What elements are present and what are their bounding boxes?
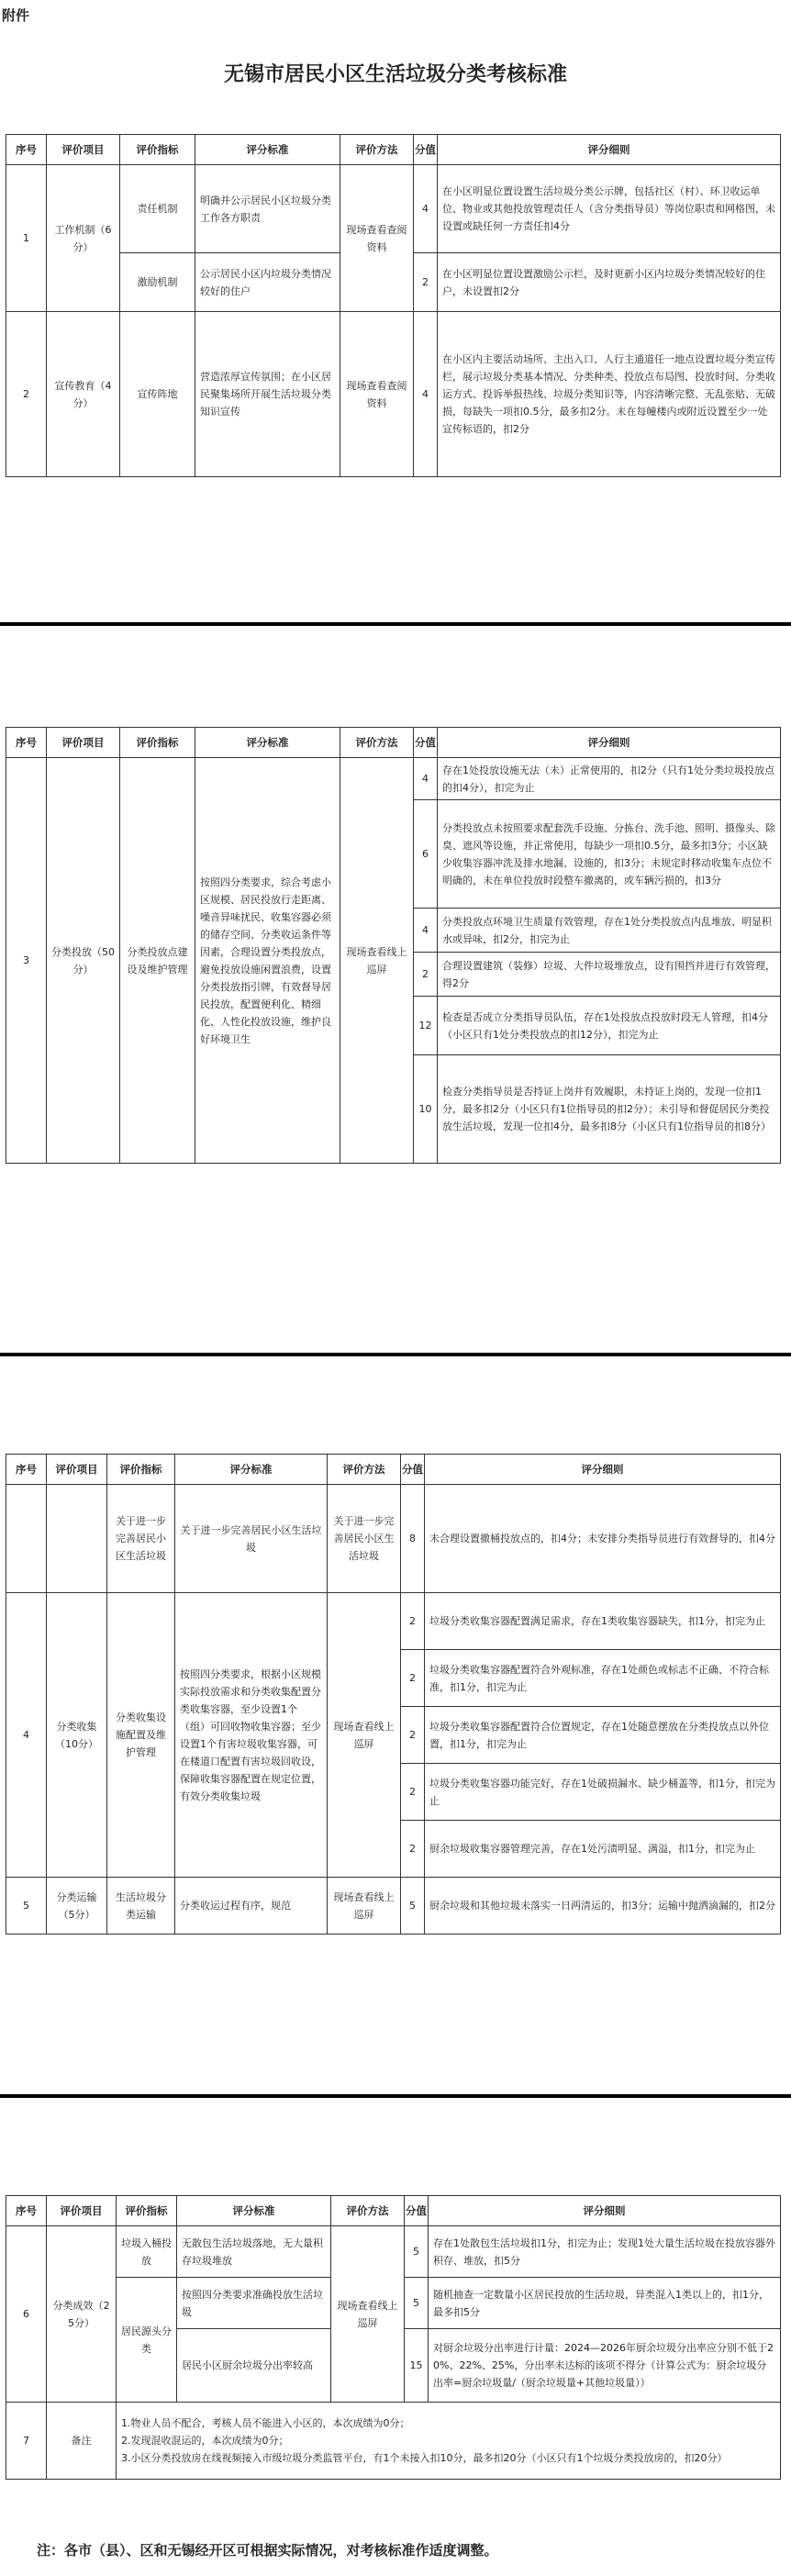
row-standard: 明确并公示居民小区垃圾分类工作各方职责 [195, 165, 340, 253]
header-item: 评价项目 [47, 728, 120, 758]
row-item: 工作机制（6分） [47, 165, 120, 312]
footer-note: 注：各市（县）、区和无锡经开区可根据实际情况，对考核标准作适度调整。 [37, 2542, 498, 2559]
header-no: 序号 [6, 1455, 47, 1485]
row-no: 3 [6, 758, 47, 1164]
row-method: 现场查看线上巡屏 [340, 758, 414, 1164]
row-indicator: 宣传阵地 [120, 312, 195, 477]
header-standard: 评分标准 [175, 1455, 328, 1485]
table-section-4 [6, 2195, 781, 2480]
row-score: 2 [401, 1707, 425, 1764]
table-header-row [6, 2196, 781, 2226]
row-item: 分类收集（10分） [47, 1593, 107, 1878]
row-score: 10 [414, 1055, 438, 1164]
header-method: 评价方法 [340, 728, 414, 758]
row-detail: 垃圾分类收集容器配置符合外观标准，存在1处颜色或标志不正确、不符合标准，扣1分，扣完为止 [425, 1650, 781, 1707]
row-method: 现场查看查阅资料 [340, 312, 414, 477]
row-score: 5 [401, 1878, 425, 1935]
header-indicator: 评价指标 [120, 135, 195, 165]
row-detail: 检查是否成立分类指导员队伍，存在1处投放点投放时段无人管理，扣4分（小区只有1处分类投放点的扣12分），扣完为止 [438, 997, 781, 1055]
header-standard: 评分标准 [195, 728, 340, 758]
row-method: 现场查看线上巡屏 [328, 1878, 401, 1935]
page-divider [0, 1353, 791, 1356]
header-no: 序号 [6, 2196, 47, 2226]
row-indicator: 垃圾入桶投放 [117, 2226, 177, 2278]
row-standard: 公示居民小区内垃圾分类情况较好的住户 [195, 253, 340, 312]
row-detail: 分类投放点环境卫生质量有效管理，存在1处分类投放点内乱堆放、明显积水或异味，扣2分，扣完为止 [438, 909, 781, 953]
row-standard: 分类收运过程有序，规范 [175, 1878, 328, 1935]
table-row [6, 2226, 781, 2278]
row-standard: 按照四分类要求准确投放生活垃圾 [177, 2278, 331, 2329]
page-divider [0, 2094, 791, 2098]
header-detail: 评分细则 [438, 135, 781, 165]
row-no: 7 [6, 2403, 47, 2480]
table-header-row [6, 1455, 781, 1485]
table-section-3 [6, 1454, 781, 1935]
row-standard: 按照四分类要求，根据小区规模实际投放需求和分类收集配置分类收集容器，至少设置1个（组）可回收物收集容器；至少设置1个有害垃圾收集容器，可在楼道口配置有害垃圾回收设，保障收集容器配置在规定位置，有效分类收集垃圾 [175, 1593, 328, 1878]
row-item: 宣传教育（4分） [47, 312, 120, 477]
table-row [6, 1593, 781, 1650]
row-score: 15 [405, 2329, 429, 2403]
row-score: 5 [405, 2226, 429, 2278]
row-standard: 营造浓厚宣传氛围；在小区居民聚集场所开展生活垃圾分类知识宣传 [195, 312, 340, 477]
row-item: 分类投放（50分） [47, 758, 120, 1164]
row-score: 6 [414, 800, 438, 909]
row-detail: 随机抽查一定数量小区居民投放的生活垃圾，异类混入1类以上的，扣1分，最多扣5分 [429, 2278, 781, 2329]
header-no: 序号 [6, 135, 47, 165]
row-detail: 存在1处散包生活垃圾扣1分，扣完为止；发现1处大量生活垃圾在投放容器外积存、堆放，扣5分 [429, 2226, 781, 2278]
header-indicator: 评价指标 [107, 1455, 175, 1485]
header-method: 评价方法 [340, 135, 414, 165]
row-standard: 关于进一步完善居民小区生活垃圾 [175, 1485, 328, 1593]
row-score: 4 [414, 758, 438, 800]
row-detail: 垃圾分类收集容器配置满足需求，存在1类收集容器缺失，扣1分，扣完为止 [425, 1593, 781, 1650]
row-detail: 在小区明显位置设置激励公示栏，及时更新小区内垃圾分类情况较好的住户，未设置扣2分 [438, 253, 781, 312]
row-method: 现场查看线上巡屏 [331, 2226, 405, 2403]
row-score: 2 [401, 1764, 425, 1821]
table-row [6, 2403, 781, 2480]
row-score: 2 [414, 253, 438, 312]
row-no: 5 [6, 1878, 47, 1935]
row-detail: 厨余垃圾收集容器管理完善，存在1处污渍明显、满溢，扣1分，扣完为止 [425, 1821, 781, 1878]
row-no: 2 [6, 312, 47, 477]
row-detail: 垃圾分类收集容器配置符合位置规定，存在1处随意摆放在分类投放点以外位置，扣1分，扣完为止 [425, 1707, 781, 1764]
table-section-1 [6, 134, 781, 477]
row-score: 4 [414, 909, 438, 953]
header-item: 评价项目 [47, 2196, 117, 2226]
row-indicator: 关于进一步完善居民小区生活垃圾 [107, 1485, 175, 1593]
attachment-label: 附件 [2, 7, 30, 24]
row-indicator: 生活垃圾分类运输 [107, 1878, 175, 1935]
remarks-text: 1.物业人员不配合，考核人员不能进入小区的，本次成绩为0分； 2.发现混收混运的，本次成绩为0分； 3.小区分类投放房在线视频接入市级垃圾分类监管平台，有1个未接入扣10分，最多扣20分（小区只有1个垃圾分类投放房的，扣20分） [117, 2403, 781, 2480]
table-row [6, 1878, 781, 1935]
row-detail: 在小区内主要活动场所、主出入口、人行主通道任一地点设置垃圾分类宣传栏，展示垃圾分类基本情况、分类种类、投放点布局图、投放时间、分类收运方式、投诉举报热线、垃圾分类知识等，内容清晰完整、无乱张贴、无破损，每缺失一项扣0.5分，最多扣2分。未在每幢楼内或附近设置至少一处宣传标语的，扣2分 [438, 312, 781, 477]
table-row [6, 758, 781, 800]
row-standard: 无散包生活垃圾落地，无大量积存垃圾堆放 [177, 2226, 331, 2278]
row-score: 2 [401, 1821, 425, 1878]
table-header-row [6, 728, 781, 758]
row-standard: 按照四分类要求，综合考虑小区规模、居民投放行走距离、噪音异味扰民、收集容器必须的储存空间、分类收运条件等因素，合理设置分类投放点，避免投放设施闲置浪费，设置分类投放指引牌，有效督导居民投放，配置便利化、精细化、人性化投放设施，维护良好环境卫生 [195, 758, 340, 1164]
header-no: 序号 [6, 728, 47, 758]
row-score: 8 [401, 1485, 425, 1593]
header-indicator: 评价指标 [117, 2196, 177, 2226]
row-item: 分类运输（5分） [47, 1878, 107, 1935]
row-standard: 居民小区厨余垃圾分出率较高 [177, 2329, 331, 2403]
page-title: 无锡市居民小区生活垃圾分类考核标准 [223, 62, 567, 86]
row-detail: 未合理设置撤桶投放点的，扣4分；未安排分类指导员进行有效督导的，扣4分 [425, 1485, 781, 1593]
header-item: 评价项目 [47, 1455, 107, 1485]
header-item: 评价项目 [47, 135, 120, 165]
row-detail: 检查分类指导员是否持证上岗并有效履职，未持证上岗的，发现一位扣1分，最多扣2分（小区只有1位指导员的扣2分）；未引导和督促居民分类投放生活垃圾，发现一位扣4分，最多扣8分（小区只有1位指导员的扣8分） [438, 1055, 781, 1164]
page-divider [0, 622, 791, 626]
header-score: 分值 [401, 1455, 425, 1485]
row-detail: 存在1处投放设施无法（未）正常使用的，扣2分（只有1处分类垃圾投放点的扣4分），扣完为止 [438, 758, 781, 800]
table-header-row [6, 135, 781, 165]
header-detail: 评分细则 [438, 728, 781, 758]
header-score: 分值 [414, 135, 438, 165]
row-method: 现场查看线上巡屏 [328, 1593, 401, 1878]
row-detail: 合理设置建筑（装修）垃圾、大件垃圾堆放点，设有围挡并进行有效管理，得2分 [438, 953, 781, 997]
row-item: 备注 [47, 2403, 117, 2480]
row-score: 12 [414, 997, 438, 1055]
table-row [6, 1485, 781, 1593]
row-indicator: 激励机制 [120, 253, 195, 312]
row-detail: 分类投放点未按照要求配套洗手设施、分拣台、洗手池、照明、摄像头、除臭、遮风等设施，并正常使用，每缺少一项扣0.5分，最多扣3分；小区缺少收集容器冲洗及排水地漏、设施的，扣3分；未规定时移动收集车点位不明确的，未在单位投放时段整车撤离的，或车辆污损的，扣3分 [438, 800, 781, 909]
row-indicator: 责任机制 [120, 165, 195, 253]
row-detail: 在小区明显位置设置生活垃圾分类公示牌，包括社区（村）、环卫收运单位、物业或其他投放管理责任人（含分类指导员）等岗位职责和网格图，未设置或缺任何一方责任扣4分 [438, 165, 781, 253]
row-score: 4 [414, 165, 438, 253]
header-method: 评价方法 [331, 2196, 405, 2226]
row-no: 6 [6, 2226, 47, 2403]
row-score: 2 [401, 1593, 425, 1650]
table-section-2 [6, 727, 781, 1164]
table-row [6, 312, 781, 477]
row-item: 分类成效（25分） [47, 2226, 117, 2403]
row-detail: 厨余垃圾和其他垃圾未落实一日两清运的，扣3分；运输中抛洒滴漏的，扣2分 [425, 1878, 781, 1935]
row-score: 4 [414, 312, 438, 477]
row-score: 2 [414, 953, 438, 997]
row-no: 1 [6, 165, 47, 312]
row-score: 5 [405, 2278, 429, 2329]
row-indicator: 分类收集设施配置及维护管理 [107, 1593, 175, 1878]
row-score: 2 [401, 1650, 425, 1707]
row-no: 4 [6, 1593, 47, 1878]
header-standard: 评分标准 [195, 135, 340, 165]
header-method: 评价方法 [328, 1455, 401, 1485]
header-score: 分值 [405, 2196, 429, 2226]
table-row [6, 165, 781, 253]
row-method: 现场查看查阅资料 [340, 165, 414, 312]
row-indicator: 居民源头分类 [117, 2278, 177, 2403]
row-indicator: 分类投放点建设及维护管理 [120, 758, 195, 1164]
header-score: 分值 [414, 728, 438, 758]
header-detail: 评分细则 [429, 2196, 781, 2226]
header-detail: 评分细则 [425, 1455, 781, 1485]
row-detail: 垃圾分类收集容器功能完好，存在1处破损漏水、缺少桶盖等，扣1分，扣完为止 [425, 1764, 781, 1821]
row-detail: 对厨余垃圾分出率进行计量：2024—2026年厨余垃圾分出率应分别不低于20%、22%、25%，分出率未达标的该项不得分（计算公式为：厨余垃圾分出率=厨余垃圾量/（厨余垃圾量+其他垃圾量）） [429, 2329, 781, 2403]
header-standard: 评分标准 [177, 2196, 331, 2226]
header-indicator: 评价指标 [120, 728, 195, 758]
row-method: 关于进一步完善居民小区生活垃圾 [328, 1485, 401, 1593]
